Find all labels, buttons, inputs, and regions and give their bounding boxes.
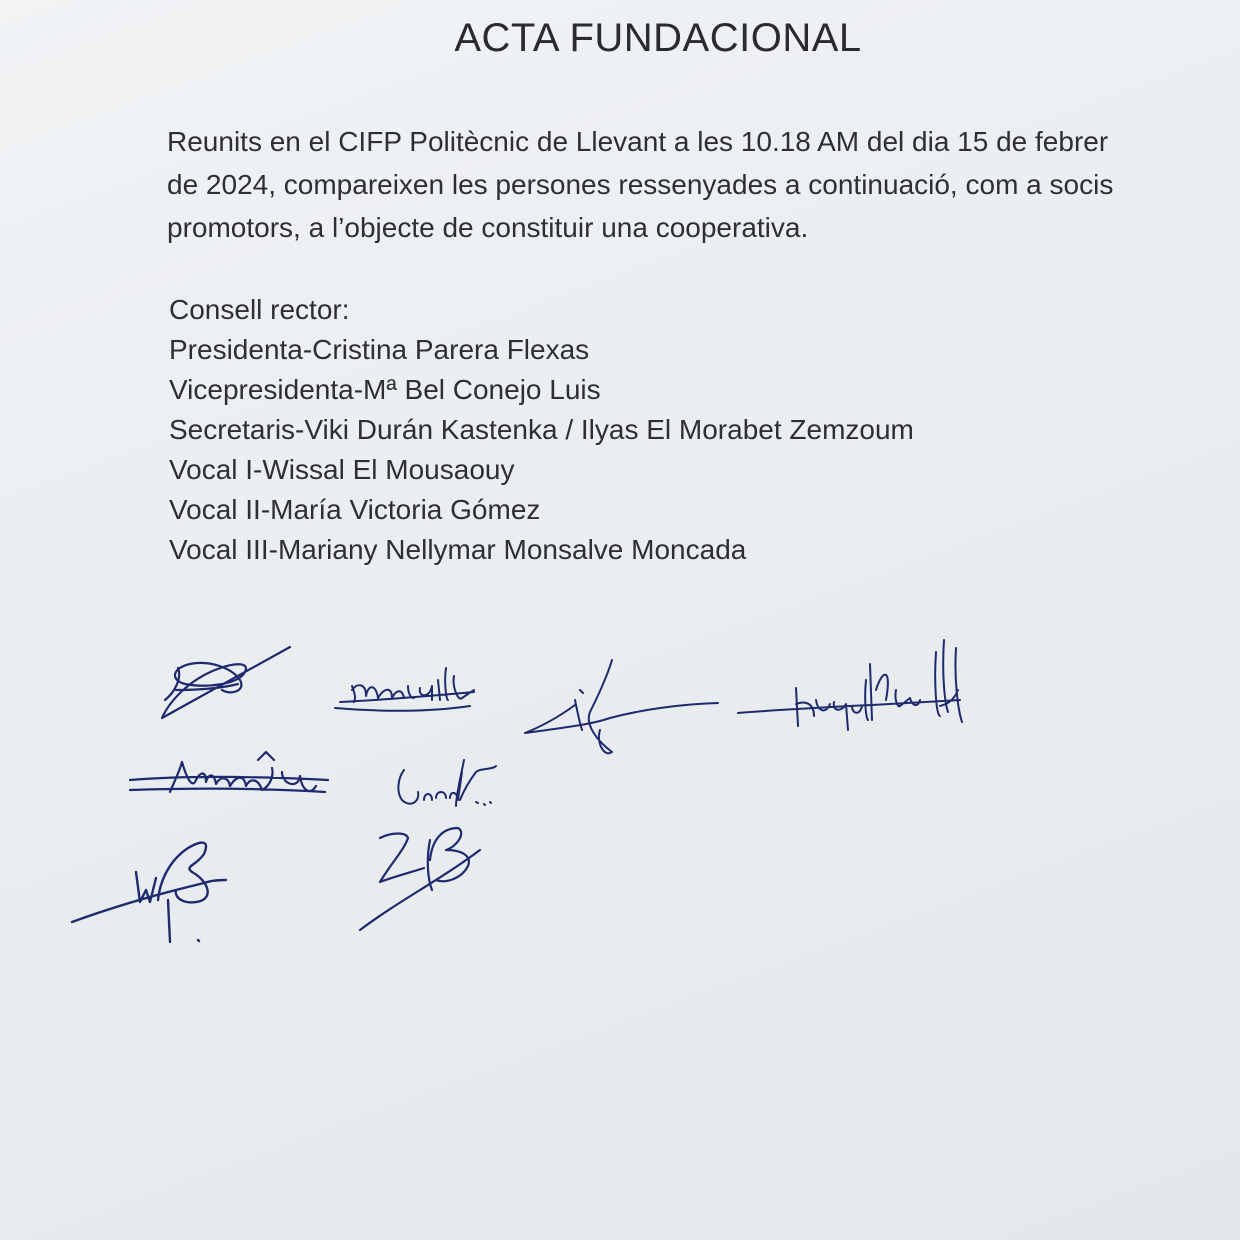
handwritten-signature-4 — [738, 640, 962, 730]
intro-paragraph — [167, 120, 1207, 249]
council-member: Vocal I-Wissal El Mousaouy — [169, 454, 515, 485]
council-member: Vicepresidenta-Mª Bel Conejo Luis — [169, 374, 601, 405]
council-list — [169, 290, 914, 570]
council-member: Presidenta-Cristina Parera Flexas — [169, 334, 590, 365]
council-member: Secretaris-Viki Durán Kastenka / Ilyas El Morabet Zemzoum — [169, 414, 914, 445]
intro-line: promotors, a l’objecte de constituir una cooperativa. — [167, 212, 809, 243]
handwritten-signature-1 — [162, 647, 290, 718]
handwritten-signature-2 — [335, 668, 474, 711]
document-title: ACTA FUNDACIONAL — [454, 16, 862, 60]
council-heading: Consell rector: — [169, 294, 350, 325]
intro-line: Reunits en el CIFP Politècnic de Llevant a les 10.18 AM del dia 15 de febrer — [167, 126, 1109, 157]
handwritten-signature-7 — [72, 843, 226, 942]
handwritten-signature-6 — [398, 760, 496, 806]
handwritten-signature-8 — [360, 828, 480, 930]
handwritten-signature-3 — [525, 660, 718, 753]
intro-line: de 2024, compareixen les persones ressenyades a continuació, com a socis — [167, 169, 1114, 200]
council-member: Vocal III-Mariany Nellymar Monsalve Moncada — [169, 534, 747, 565]
council-member: Vocal II-María Victoria Gómez — [169, 494, 541, 525]
handwritten-signature-5 — [130, 752, 328, 792]
